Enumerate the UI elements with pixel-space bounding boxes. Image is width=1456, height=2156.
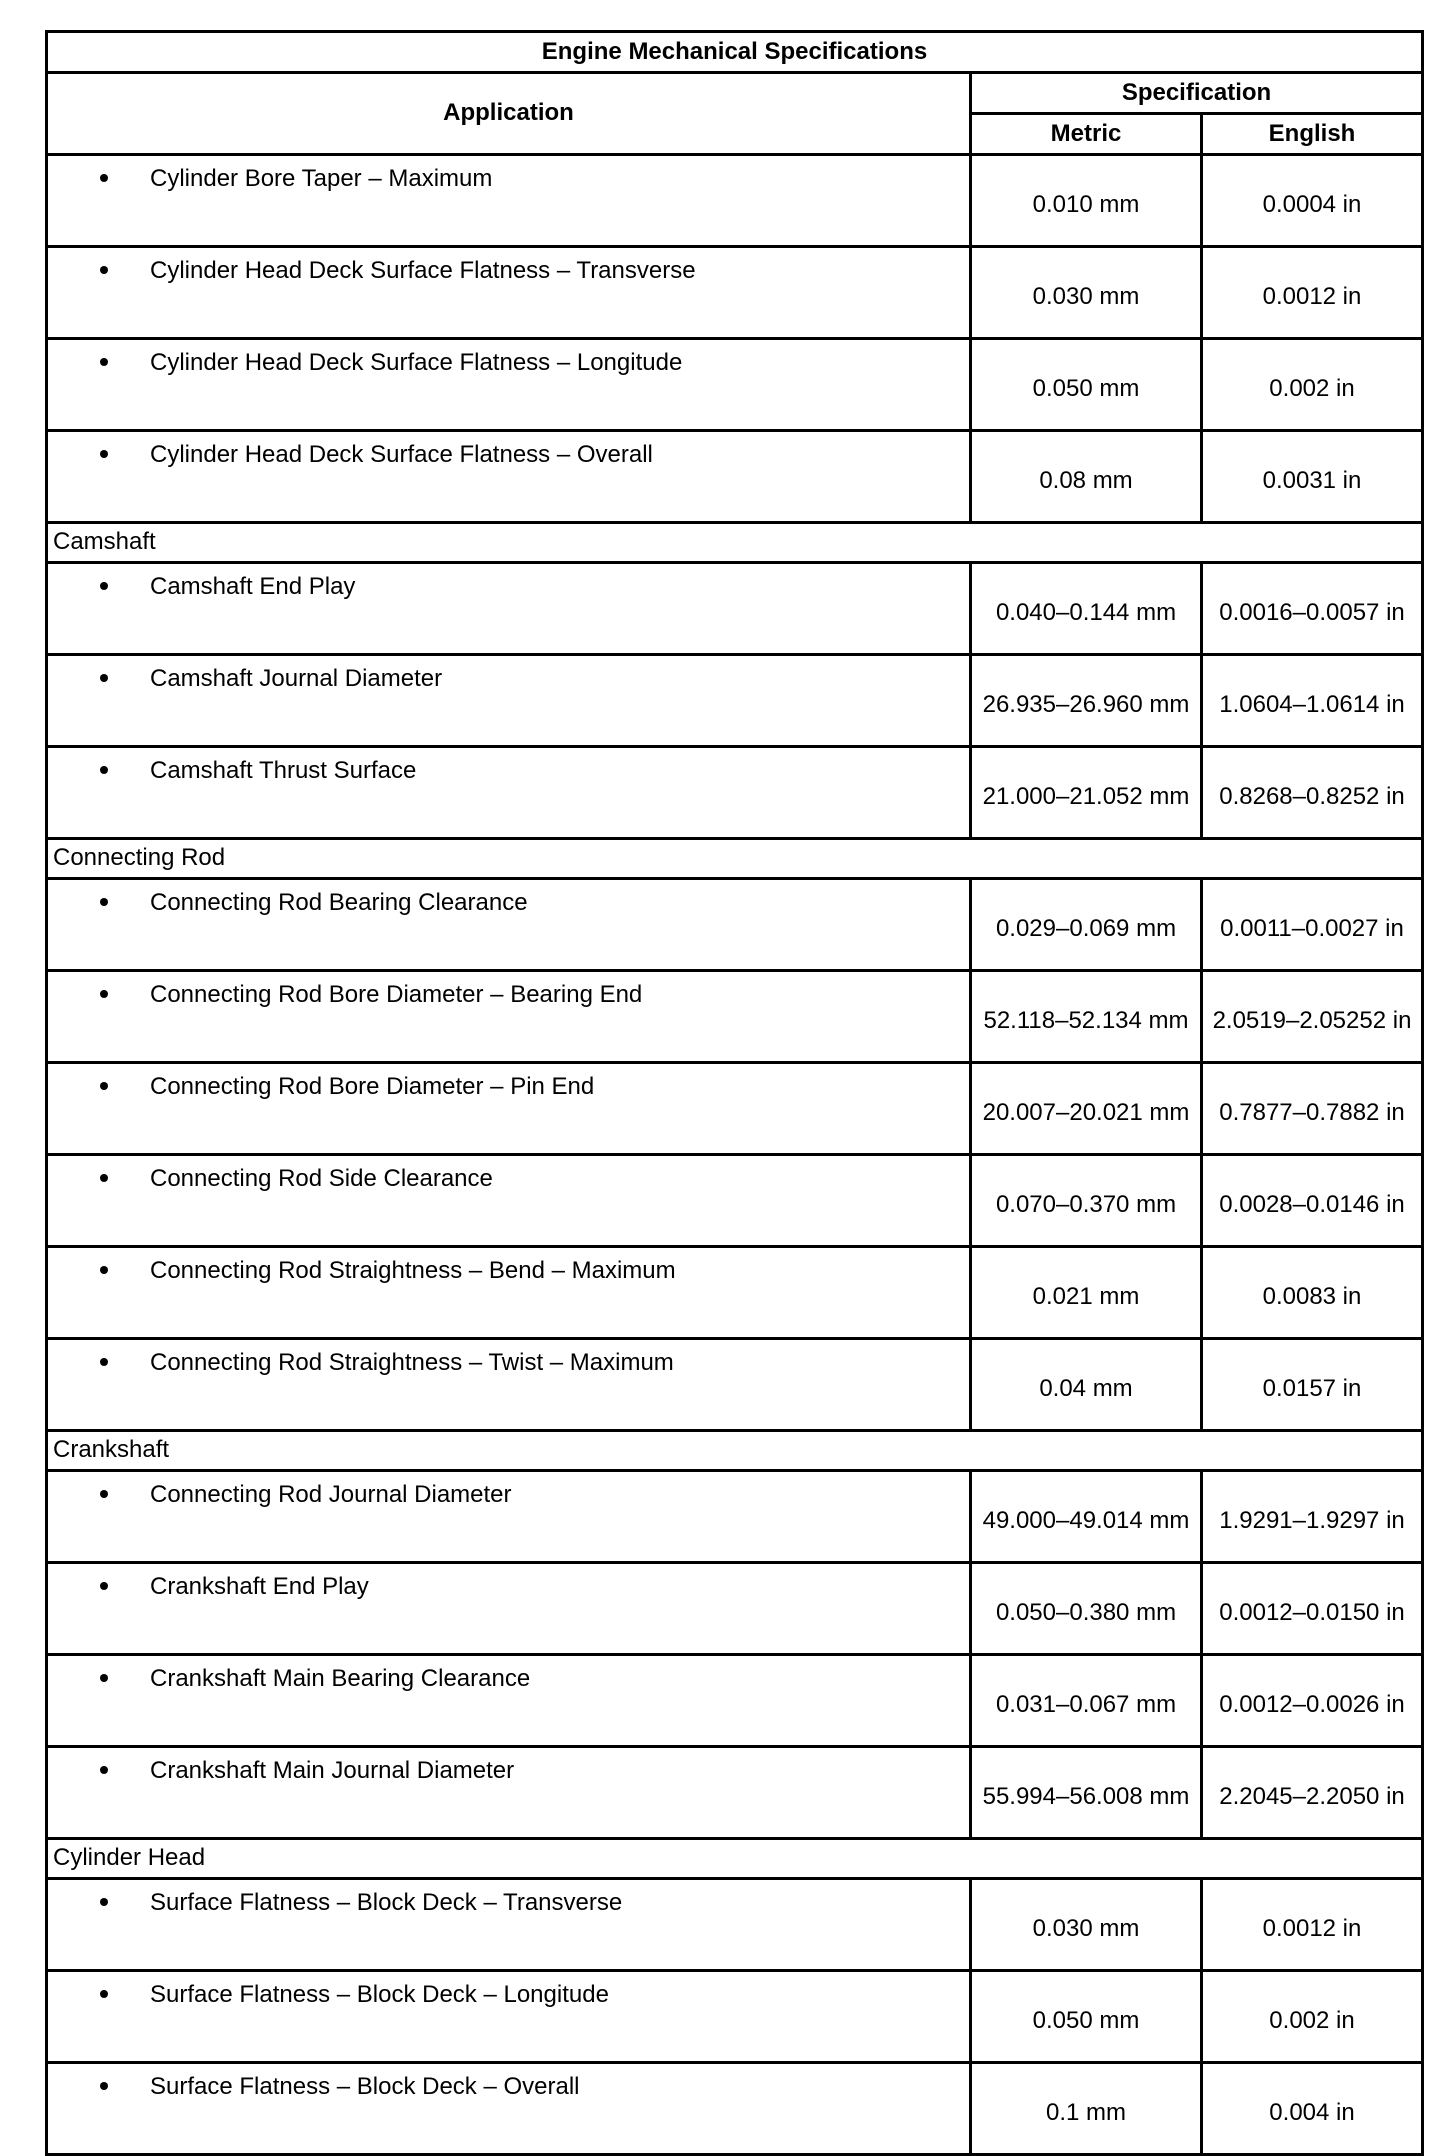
- english-value: 2.0519–2.05252 in: [1202, 971, 1423, 1063]
- table-row: [47, 1971, 1423, 2063]
- metric-value: 0.04 mm: [971, 1339, 1202, 1431]
- metric-value: 0.1 mm: [971, 2063, 1202, 2155]
- application-label: Cylinder Head Deck Surface Flatness – Transverse: [150, 257, 696, 284]
- metric-value: 0.031–0.067 mm: [971, 1655, 1202, 1747]
- english-value: 0.0011–0.0027 in: [1202, 879, 1423, 971]
- spec-table-body: [47, 155, 1423, 2155]
- english-value: 0.002 in: [1202, 1971, 1423, 2063]
- bullet-icon: [48, 890, 148, 916]
- table-row: [47, 1747, 1423, 1839]
- application-label: Cylinder Head Deck Surface Flatness – Overall: [150, 441, 653, 468]
- table-row: [47, 1879, 1423, 1971]
- metric-value: 0.050 mm: [971, 339, 1202, 431]
- metric-value: 0.021 mm: [971, 1247, 1202, 1339]
- bullet-icon: [48, 1982, 148, 2008]
- application-label: Connecting Rod Straightness – Bend – Maximum: [150, 1257, 676, 1284]
- application-label: Camshaft Journal Diameter: [150, 665, 443, 692]
- application-cell: [47, 747, 971, 839]
- english-value: 0.002 in: [1202, 339, 1423, 431]
- table-row: [47, 1155, 1423, 1247]
- application-label: Connecting Rod Side Clearance: [150, 1165, 493, 1192]
- table-row: [47, 1563, 1423, 1655]
- bullet-icon: [48, 1350, 148, 1376]
- engine-spec-table: [45, 30, 1424, 2156]
- metric-value: 20.007–20.021 mm: [971, 1063, 1202, 1155]
- english-value: 0.0012 in: [1202, 247, 1423, 339]
- english-value: 0.0031 in: [1202, 431, 1423, 523]
- bullet-icon: [48, 666, 148, 692]
- section-heading: Connecting Rod: [47, 839, 1423, 879]
- metric-value: 0.070–0.370 mm: [971, 1155, 1202, 1247]
- application-label: Surface Flatness – Block Deck – Transverse: [150, 1889, 623, 1916]
- english-value: 0.0083 in: [1202, 1247, 1423, 1339]
- application-cell: [47, 563, 971, 655]
- application-cell: [47, 1655, 971, 1747]
- metric-value: 0.010 mm: [971, 155, 1202, 247]
- metric-value: 49.000–49.014 mm: [971, 1471, 1202, 1563]
- table-row: [47, 1339, 1423, 1431]
- metric-value: 0.029–0.069 mm: [971, 879, 1202, 971]
- application-cell: [47, 879, 971, 971]
- application-cell: [47, 431, 971, 523]
- application-label: Connecting Rod Bore Diameter – Pin End: [150, 1073, 595, 1100]
- application-cell: [47, 1339, 971, 1431]
- table-row: [47, 1655, 1423, 1747]
- english-value: 0.0004 in: [1202, 155, 1423, 247]
- application-label: Connecting Rod Bore Diameter – Bearing End: [150, 981, 643, 1008]
- table-row: [47, 1247, 1423, 1339]
- metric-header: Metric: [971, 114, 1202, 155]
- table-row: [47, 655, 1423, 747]
- application-cell: [47, 1155, 971, 1247]
- application-cell: [47, 155, 971, 247]
- application-cell: [47, 1747, 971, 1839]
- table-row: [47, 879, 1423, 971]
- section-heading: Crankshaft: [47, 1431, 1423, 1471]
- bullet-icon: [48, 2074, 148, 2100]
- english-value: 0.0028–0.0146 in: [1202, 1155, 1423, 1247]
- application-label: Camshaft Thrust Surface: [150, 757, 417, 784]
- section-heading: Camshaft: [47, 523, 1423, 563]
- application-cell: [47, 2063, 971, 2155]
- english-value: 0.004 in: [1202, 2063, 1423, 2155]
- application-label: Cylinder Head Deck Surface Flatness – Longitude: [150, 349, 683, 376]
- table-row: [47, 155, 1423, 247]
- english-value: 2.2045–2.2050 in: [1202, 1747, 1423, 1839]
- application-cell: [47, 1063, 971, 1155]
- table-row: [47, 563, 1423, 655]
- application-cell: [47, 655, 971, 747]
- table-title: Engine Mechanical Specifications: [47, 32, 1423, 73]
- english-value: 0.7877–0.7882 in: [1202, 1063, 1423, 1155]
- application-cell: [47, 1563, 971, 1655]
- application-label: Crankshaft End Play: [150, 1573, 369, 1600]
- section-row: [47, 839, 1423, 879]
- bullet-icon: [48, 258, 148, 284]
- application-cell: [47, 1879, 971, 1971]
- application-label: Connecting Rod Bearing Clearance: [150, 889, 528, 916]
- application-cell: [47, 971, 971, 1063]
- bullet-icon: [48, 166, 148, 192]
- application-cell: [47, 1471, 971, 1563]
- section-heading: Cylinder Head: [47, 1839, 1423, 1879]
- application-label: Cylinder Bore Taper – Maximum: [150, 165, 493, 192]
- table-row: [47, 431, 1423, 523]
- table-row: [47, 1063, 1423, 1155]
- bullet-icon: [48, 982, 148, 1008]
- table-row: [47, 339, 1423, 431]
- english-value: 0.8268–0.8252 in: [1202, 747, 1423, 839]
- metric-value: 0.050 mm: [971, 1971, 1202, 2063]
- bullet-icon: [48, 1574, 148, 1600]
- application-header: Application: [47, 73, 971, 155]
- english-header: English: [1202, 114, 1423, 155]
- application-label: Connecting Rod Journal Diameter: [150, 1481, 512, 1508]
- table-row: [47, 747, 1423, 839]
- table-row: [47, 2063, 1423, 2155]
- bullet-icon: [48, 1666, 148, 1692]
- table-row: [47, 971, 1423, 1063]
- bullet-icon: [48, 1074, 148, 1100]
- application-cell: [47, 247, 971, 339]
- metric-value: 52.118–52.134 mm: [971, 971, 1202, 1063]
- english-value: 0.0012 in: [1202, 1879, 1423, 1971]
- bullet-icon: [48, 574, 148, 600]
- metric-value: 0.030 mm: [971, 247, 1202, 339]
- specification-header: Specification: [971, 73, 1423, 114]
- bullet-icon: [48, 1482, 148, 1508]
- metric-value: 0.040–0.144 mm: [971, 563, 1202, 655]
- application-cell: [47, 339, 971, 431]
- table-row: [47, 1471, 1423, 1563]
- section-row: [47, 1431, 1423, 1471]
- english-value: 0.0012–0.0026 in: [1202, 1655, 1423, 1747]
- metric-value: 0.050–0.380 mm: [971, 1563, 1202, 1655]
- section-row: [47, 523, 1423, 563]
- english-value: 1.9291–1.9297 in: [1202, 1471, 1423, 1563]
- application-label: Crankshaft Main Journal Diameter: [150, 1757, 515, 1784]
- application-cell: [47, 1971, 971, 2063]
- metric-value: 0.08 mm: [971, 431, 1202, 523]
- bullet-icon: [48, 1166, 148, 1192]
- bullet-icon: [48, 350, 148, 376]
- application-label: Connecting Rod Straightness – Twist – Maximum: [150, 1349, 674, 1376]
- bullet-icon: [48, 758, 148, 784]
- bullet-icon: [48, 1258, 148, 1284]
- bullet-icon: [48, 1758, 148, 1784]
- application-label: Crankshaft Main Bearing Clearance: [150, 1665, 531, 1692]
- english-value: 0.0157 in: [1202, 1339, 1423, 1431]
- application-label: Surface Flatness – Block Deck – Overall: [150, 2073, 580, 2100]
- english-value: 1.0604–1.0614 in: [1202, 655, 1423, 747]
- bullet-icon: [48, 442, 148, 468]
- metric-value: 0.030 mm: [971, 1879, 1202, 1971]
- english-value: 0.0012–0.0150 in: [1202, 1563, 1423, 1655]
- application-label: Camshaft End Play: [150, 573, 356, 600]
- section-row: [47, 1839, 1423, 1879]
- bullet-icon: [48, 1890, 148, 1916]
- application-label: Surface Flatness – Block Deck – Longitude: [150, 1981, 609, 2008]
- metric-value: 55.994–56.008 mm: [971, 1747, 1202, 1839]
- metric-value: 26.935–26.960 mm: [971, 655, 1202, 747]
- application-cell: [47, 1247, 971, 1339]
- table-row: [47, 247, 1423, 339]
- metric-value: 21.000–21.052 mm: [971, 747, 1202, 839]
- english-value: 0.0016–0.0057 in: [1202, 563, 1423, 655]
